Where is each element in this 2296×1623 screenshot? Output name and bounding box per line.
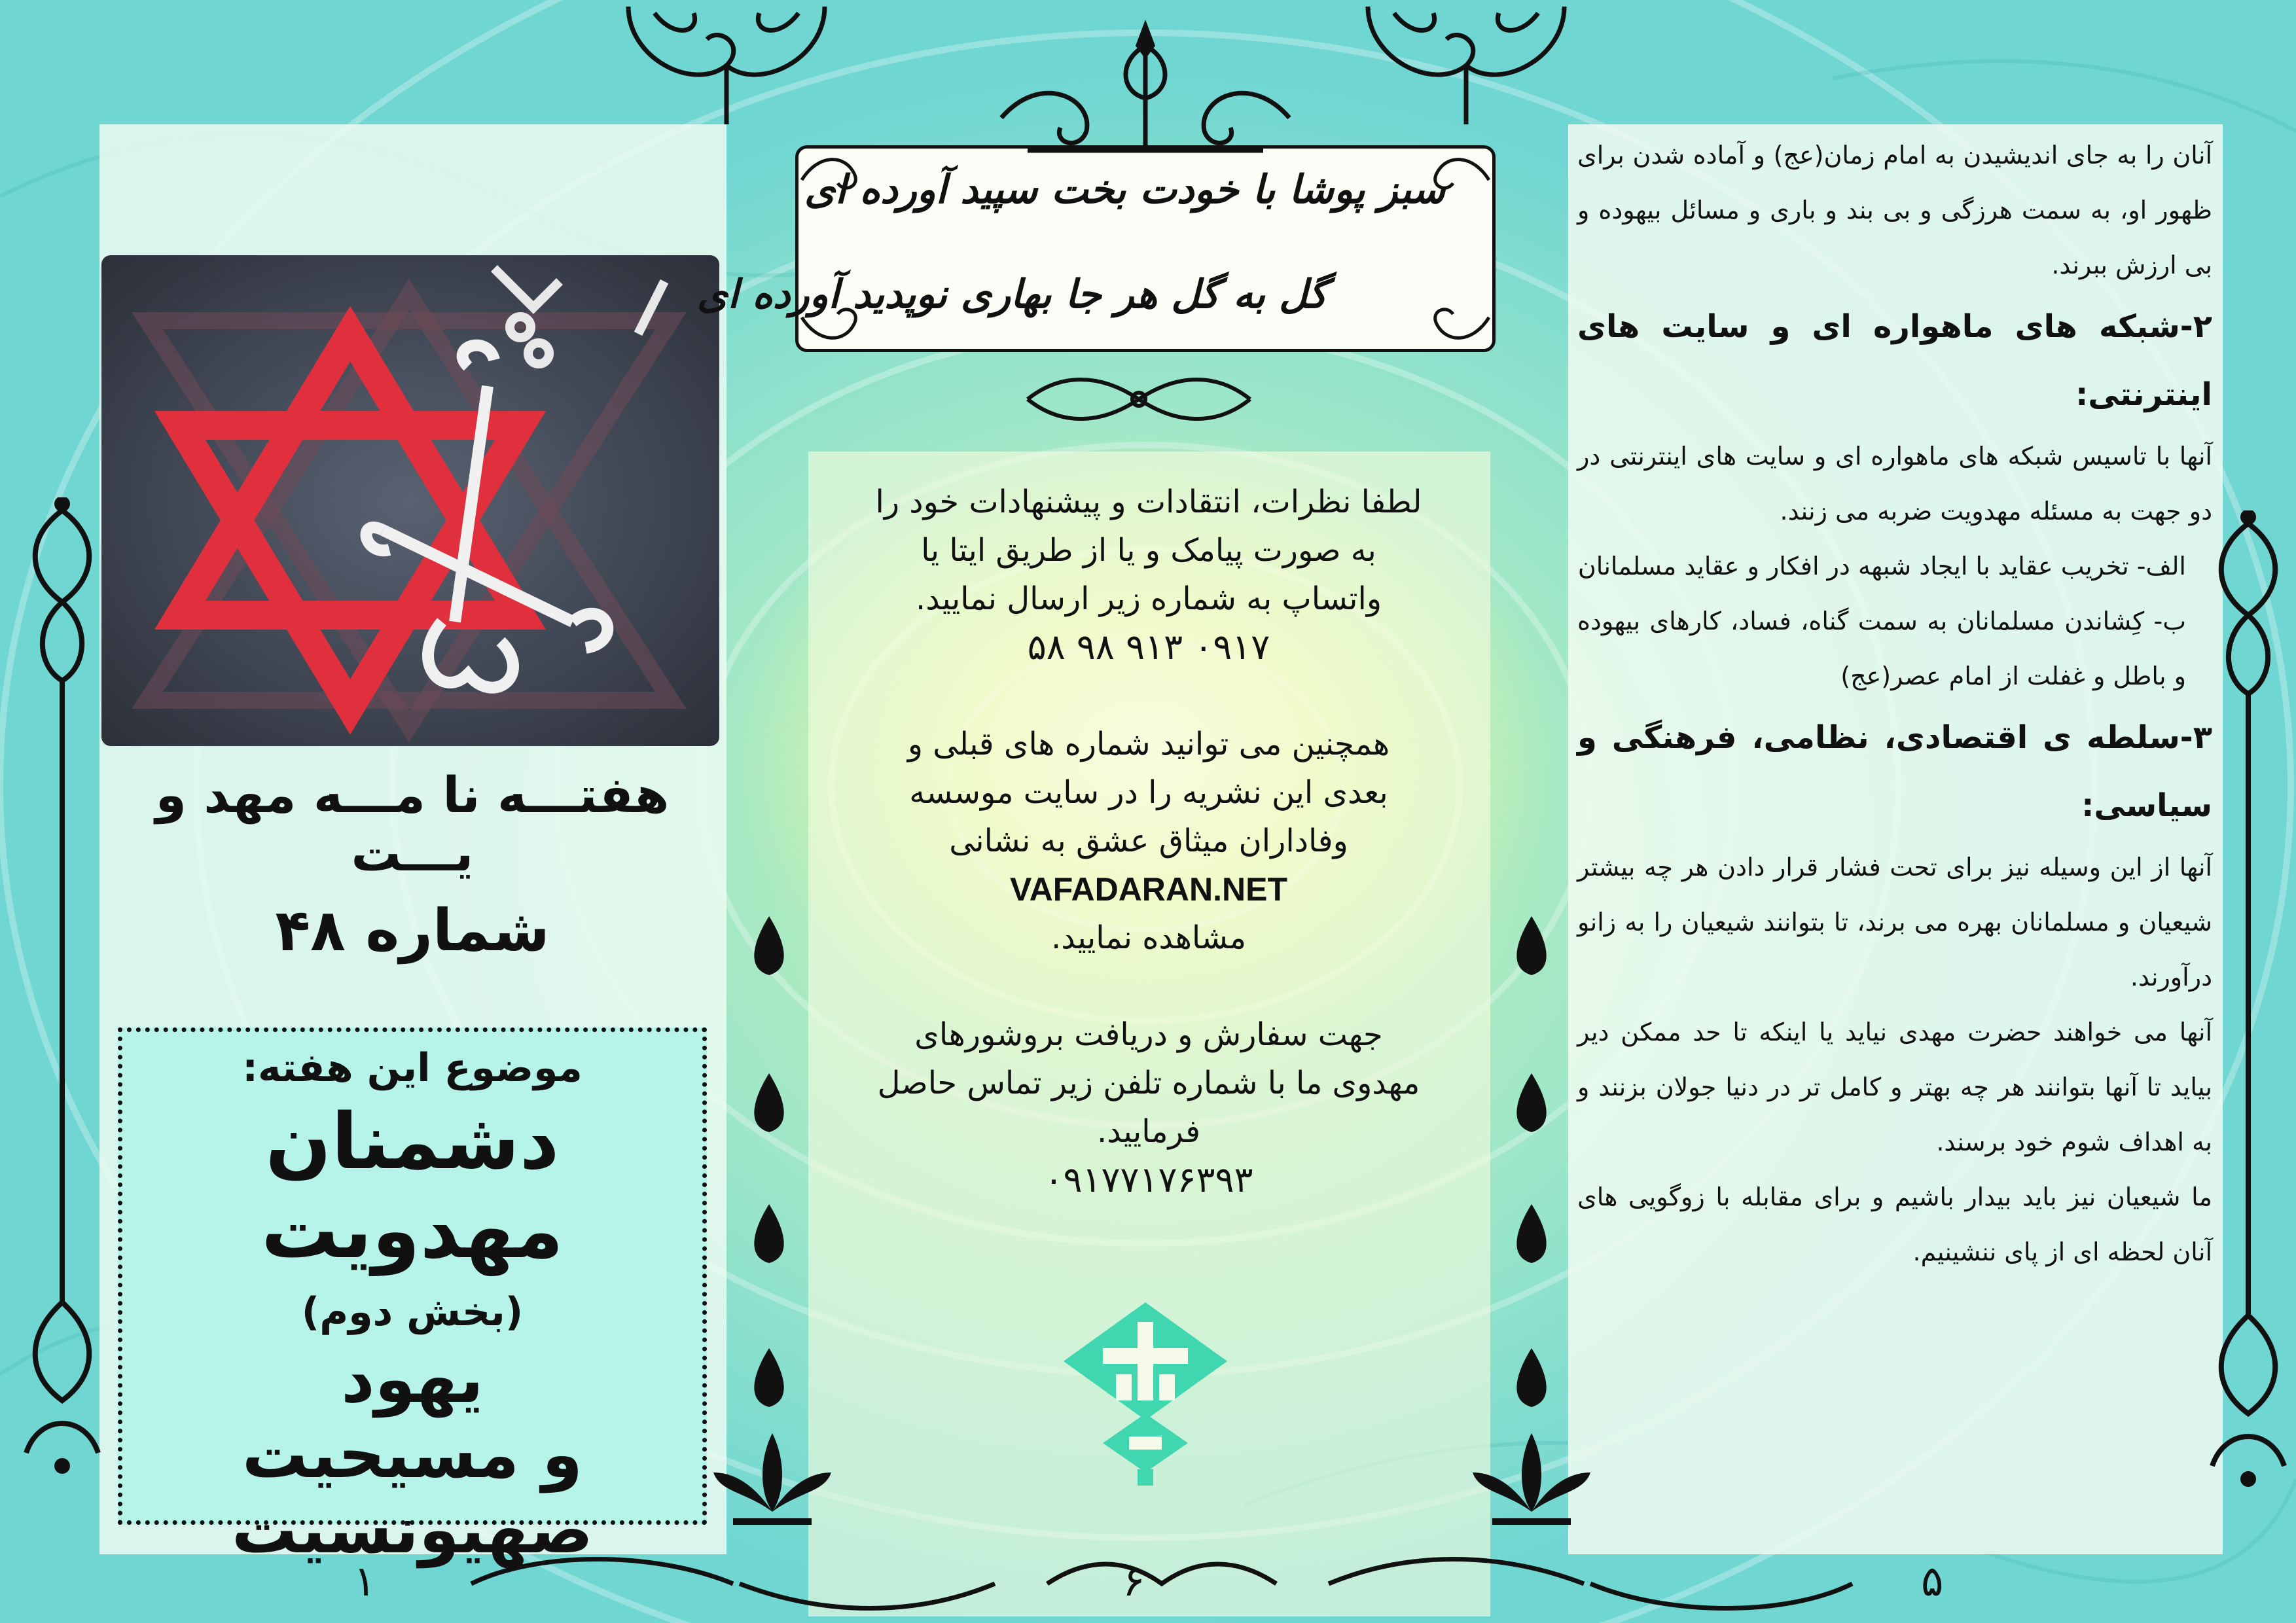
cover-image-star-and-cross [101,255,719,746]
topic-box [118,1027,707,1569]
topic-title: دشمنان مهدویت [261,1096,564,1275]
page-number-right: ۵ [1921,1558,1944,1606]
topic-label: موضوع این هفته: [242,1045,583,1091]
page-number-middle: ۶ [1122,1558,1145,1606]
contact-line: مهدوی ما با شماره تلفن زیر تماس حاصل [877,1065,1420,1101]
top-scroll-ornament-left [615,0,838,131]
divider-drops-left [746,916,792,1440]
top-scroll-ornament-right [1355,0,1577,131]
contact-line: به صورت پیامک و یا از طریق ایتا یا [921,532,1376,569]
phone-number-comments: ۰۹۱۷ ۹۱۳ ۹۸ ۵۸ [1027,626,1270,668]
divider-drops-right [1509,916,1554,1440]
contact-line: مشاهده نمایید. [1050,919,1247,956]
contact-line: جهت سفارش و دریافت بروشورهای [914,1016,1383,1053]
article-list-item: ب- کِشاندن مسلمانان به سمت گناه، فساد، کارهای بیهوده و باطل و غفلت از امام عصر(عج) [1577,607,2186,690]
contact-line: فرمایید. [1096,1113,1201,1150]
article-paragraph: آنان را به جای اندیشیدن به امام زمان(عج) و آماده شدن برای ظهور او، به سمت هرزگی و بی بند و باری و مسائل بیهوده و بی ارزش ببرند. [1577,141,2212,279]
article-paragraph: آنها می خواهند حضرت مهدی نیاید یا اینکه تا حد ممکن دیر بیاید تا آنها بتوانند هر چه بهتر و کامل تر در دنیا جولان بزنند و به اهداف شوم خود برسند. [1577,1018,2212,1156]
article-text [1577,128,2212,1279]
contact-line: لطفا نظرات، انتقادات و پیشنهادات خود را [875,484,1422,520]
contact-line: همچنین می توانید شماره های قبلی و [907,726,1390,762]
top-center-ornament [988,20,1302,164]
topic-part: (بخش دوم) [301,1289,524,1336]
article-paragraph: ما شیعیان نیز باید بیدار باشیم و برای مقابله با زوگویی های آنان لحظه ای از پای ننشینیم. [1577,1183,2212,1266]
article-heading: ۳-سلطه ی اقتصادی، نظامی، فرهنگی و سیاسی: [1577,719,2212,824]
contact-section [821,478,1476,1204]
page-number-left: ۱ [353,1558,376,1606]
poem-line-1: سبز پوشا با خودت بخت سپید آورده ای [804,167,1445,213]
contact-line: وفاداران میثاق عشق به نشانی [949,823,1348,859]
weekly-title: هفتـــه نا مـــه مهد و یـــت [155,766,670,882]
article-paragraph: آنها از این وسیله نیز برای تحت فشار قرار دادن هر چه بیشتر شیعیان و مسلمانان بهره می برند، تا بتوانند شیعیان را به زانو درآورند. [1577,853,2212,991]
contact-line: واتساپ به شماره زیر ارسال نمایید. [915,580,1382,617]
article-heading: ۲-شبکه های ماهواره ای و سایت های اینترنتی: [1577,308,2212,413]
poem-bottom-ornament [1021,373,1257,425]
left-side-ornament [13,497,111,1479]
issue-number: شماره ۴۸ [275,897,550,964]
website-link[interactable]: VAFADARAN.NET [1009,871,1288,908]
poem-line-2: گل به گل هر جا بهاری نوپدید آورده ای [696,272,1327,317]
phone-number-orders: ۰۹۱۷۷۱۷۶۳۹۳ [1044,1159,1253,1200]
article-list-item: الف- تخریب عقاید با ایجاد شبهه در افکار و عقاید مسلمانان [1577,552,2186,580]
vafadaran-logo-icon [1064,1302,1227,1486]
topic-subtitle-line-1: یهود [341,1341,484,1418]
article-paragraph: آنها با تاسیس شبکه های ماهواره ای و سایت های اینترنتی در دو جهت به مسئله مهدویت ضربه می زنند. [1577,442,2212,526]
contact-line: بعدی این نشریه را در سایت موسسه [909,774,1388,811]
topic-subtitle-line-2: و مسیحیت صهیونسیت [231,1416,594,1569]
